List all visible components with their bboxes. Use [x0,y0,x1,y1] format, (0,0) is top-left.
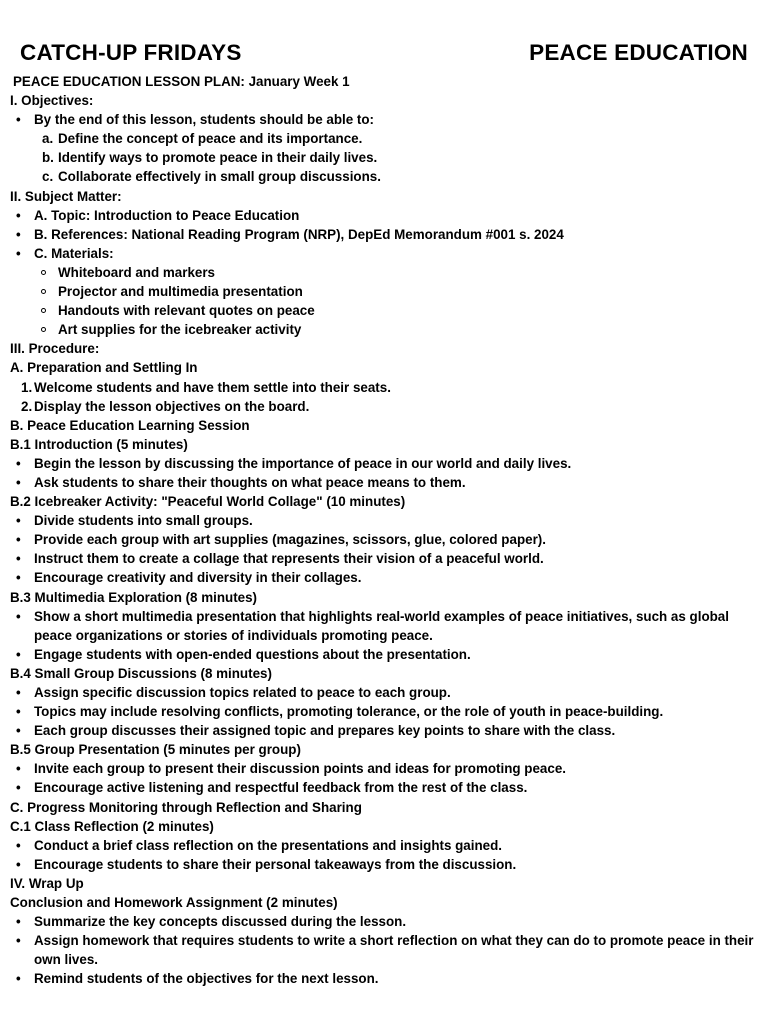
bullet-icon: • [16,513,21,529]
list-item: Handouts with relevant quotes on peace [10,301,758,320]
list-item: a. Define the concept of peace and its importance. [42,131,363,147]
section-heading-wrap-up: IV. Wrap Up [10,875,84,891]
list-item: • Each group discusses their assigned topic and prepares key points to share with the class. [10,721,758,740]
list-item: • Summarize the key concepts discussed during the lesson. [10,912,758,931]
list-item: c. Collaborate effectively in small group discussions. [42,169,381,185]
bullet-icon: • [16,455,21,471]
subsection-heading: C. Progress Monitoring through Reflection and Sharing [10,799,362,815]
bullet-icon: • [16,761,21,777]
list-item: • Remind students of the objectives for the next lesson. [10,969,758,988]
list-item: • A. Topic: Introduction to Peace Education [10,206,758,225]
bullet-icon: • [16,933,21,949]
list-item: • Show a short multimedia presentation that highlights real-world examples of peace initiatives, such as global peace organizations or stories of individuals promoting peace. [16,608,729,643]
list-item: • Instruct them to create a collage that represents their vision of a peaceful world. [10,549,758,568]
section-heading-subject-matter: II. Subject Matter: [10,188,122,204]
subsection-heading: B.4 Small Group Discussions (8 minutes) [10,665,272,681]
circle-bullet-icon [41,327,46,332]
bullet-icon: • [16,856,21,872]
circle-bullet-icon [41,289,46,294]
list-item: • Encourage creativity and diversity in their collages. [10,568,758,587]
list-item: • Ask students to share their thoughts on what peace means to them. [10,473,758,492]
section-heading-objectives: I. Objectives: [10,93,94,109]
list-item: Projector and multimedia presentation [10,282,758,301]
bullet-icon: • [16,704,21,720]
subsection-heading: B. Peace Education Learning Session [10,417,250,433]
list-item: • B. References: National Reading Program (NRP), DepEd Memorandum #001 s. 2024 [10,225,758,244]
subsection-heading: B.3 Multimedia Exploration (8 minutes) [10,589,258,605]
bullet-icon: • [16,780,21,796]
bullet-icon: • [16,474,21,490]
bullet-icon: • [16,112,21,128]
list-item: b. Identify ways to promote peace in their daily lives. [42,150,378,166]
bullet-icon: • [16,685,21,700]
subsection-heading: C.1 Class Reflection (2 minutes) [10,818,214,834]
circle-bullet-icon [41,270,46,275]
bullet-icon: • [16,207,21,223]
list-item: • Encourage active listening and respectful feedback from the rest of the class. [10,778,758,797]
list-item: 1. Welcome students and have them settle into their seats. [21,379,391,395]
subsection-heading: B.5 Group Presentation (5 minutes per group) [10,742,301,758]
bullet-icon: • [16,551,21,567]
list-item: • C. Materials: [10,244,758,263]
header-title-left: CATCH-UP FRIDAYS [20,40,242,65]
page-header [20,37,748,69]
section-heading-procedure: III. Procedure: [10,341,100,357]
subsection-heading: A. Preparation and Settling In [10,360,198,376]
list-item: Whiteboard and markers [10,263,758,282]
lesson-plan-body [10,72,758,989]
list-item: • Provide each group with art supplies (magazines, scissors, glue, colored paper). [10,530,758,549]
circle-bullet-icon [41,308,46,313]
bullet-icon: • [16,971,21,987]
bullet-icon: • [16,245,21,261]
list-item: • Invite each group to present their discussion points and ideas for promoting peace. [10,759,758,778]
bullet-icon: • [16,608,21,624]
bullet-icon: • [16,837,21,853]
list-item: • Engage students with open-ended questions about the presentation. [10,645,758,664]
bullet-icon: • [16,646,21,662]
lesson-plan-title: PEACE EDUCATION LESSON PLAN: January Week 1 [13,74,350,89]
list-item: • Topics may include resolving conflicts, promoting tolerance, or the role of youth in peace-building. [10,702,758,721]
list-item: • Assign homework that requires students to write a short reflection on what they can do to promote peace in their own lives. [16,933,754,968]
list-item: • Begin the lesson by discussing the importance of peace in our world and daily lives. [10,454,758,473]
list-item: • Assign specific discussion topics related to peace to each group. [10,683,758,702]
subsection-heading: B.1 Introduction (5 minutes) [10,436,188,452]
subsection-heading: Conclusion and Homework Assignment (2 minutes) [10,895,338,911]
list-item: • Encourage students to share their personal takeaways from the discussion. [10,855,758,874]
bullet-icon: • [16,914,21,930]
list-item: Art supplies for the icebreaker activity [10,320,758,339]
bullet-icon: • [16,723,21,739]
bullet-icon: • [16,570,21,586]
list-item: • Divide students into small groups. [10,511,758,530]
list-item: • Conduct a brief class reflection on the presentations and insights gained. [10,836,758,855]
bullet-icon: • [16,226,21,242]
list-item: 2. Display the lesson objectives on the board. [21,398,310,414]
subsection-heading: B.2 Icebreaker Activity: "Peaceful World Collage" (10 minutes) [10,494,406,510]
bullet-icon: • [16,532,21,548]
list-item: • By the end of this lesson, students should be able to: [10,110,758,129]
header-title-right: PEACE EDUCATION [529,40,748,65]
